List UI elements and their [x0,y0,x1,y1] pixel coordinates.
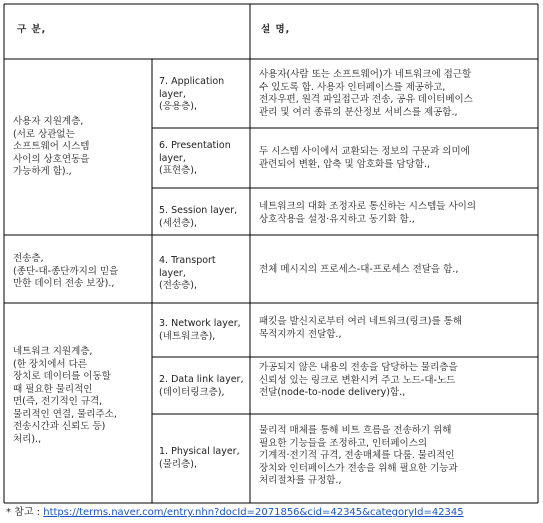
reference-link[interactable]: https://terms.naver.com/entry.nhn?docId=2071856&cid=42345&categoryId=42345 [43,507,464,518]
layer-5-name: 5. Session layer, (세션층), [159,205,238,229]
group-network-support: 네트워크 지원계층, (한 장치에서 다른 장치로 데이터를 이동할 때 필요한 물리적인 면(즉, 전기적인 규격, 물리적인 연결, 물리주소, 전송시간과 신뢰도 등) 처리)., [13,346,117,445]
header-right: 설 명, [261,24,291,35]
layer-6-name: 6. Presentation layer, (표현층), [159,140,231,176]
layer-7-name: 7. Application layer, (응용층), [159,76,225,112]
layer-6-desc: 두 시스템 사이에서 교환되는 정보의 구문과 의미에 관련되어 변환, 압축 및 암호화를 담당함., [259,146,470,170]
footnote-prefix: * 참고 : [6,507,44,518]
layer-4-name: 4. Transport layer, (전송층), [159,255,216,291]
layer-7-desc: 사용자(사람 또는 소프트웨어)가 네트워크에 접근할 수 있도록 함. 사용자 인터페이스를 제공하고, 전자우편, 원격 파일접근과 전송, 공유 데이터베이스 관리 및 여러 종류의 분산정보 서비스를 제공함., [259,69,473,118]
layer-1-name: 1. Physical layer, (물리층), [159,446,240,470]
layer-1-desc: 물리적 매체를 통해 비트 흐름을 전송하기 위해 필요한 기능들을 조정하고, 인터페이스의 기계적·전기적 규격, 전송매체를 다룸. 물리적인 장치와 인터페이스가 전송을 위해 필요한 기능과 처리절차를 규정함., [259,425,458,486]
layer-5-desc: 네트워크의 대화 조정자로 통신하는 시스템들 사이의 상호작용을 설정·유지하고 동기화 함., [259,201,476,225]
layer-3-name: 3. Network layer, (네트워크층), [159,318,241,342]
footnote [6,506,464,520]
header-left: 구 분, [17,24,47,35]
layer-2-name: 2. Data link layer, (데이터링크층), [159,374,244,398]
layer-4-desc: 전체 메시지의 프로세스-대-프로세스 전달을 함., [259,264,459,275]
group-transport: 전송층, (종단-대-종단까지의 믿을 만한 데이터 전송 보장)., [13,253,119,289]
layer-3-desc: 패킷을 발신지로부터 여러 네트워크(링크)를 통해 목적지까지 전달함., [259,316,463,340]
layer-2-desc: 가공되지 않은 내용의 전송을 담당하는 물리층을 신뢰성 있는 링크로 변환시켜 주고 노드-대-노드 전달(node-to-node delivery)함., [259,362,458,398]
group-user-support: 사용자 지원계층, (서로 상관없는 소프트웨어 시스템 사이의 상호연동을 가능하게 함)., [13,116,90,177]
